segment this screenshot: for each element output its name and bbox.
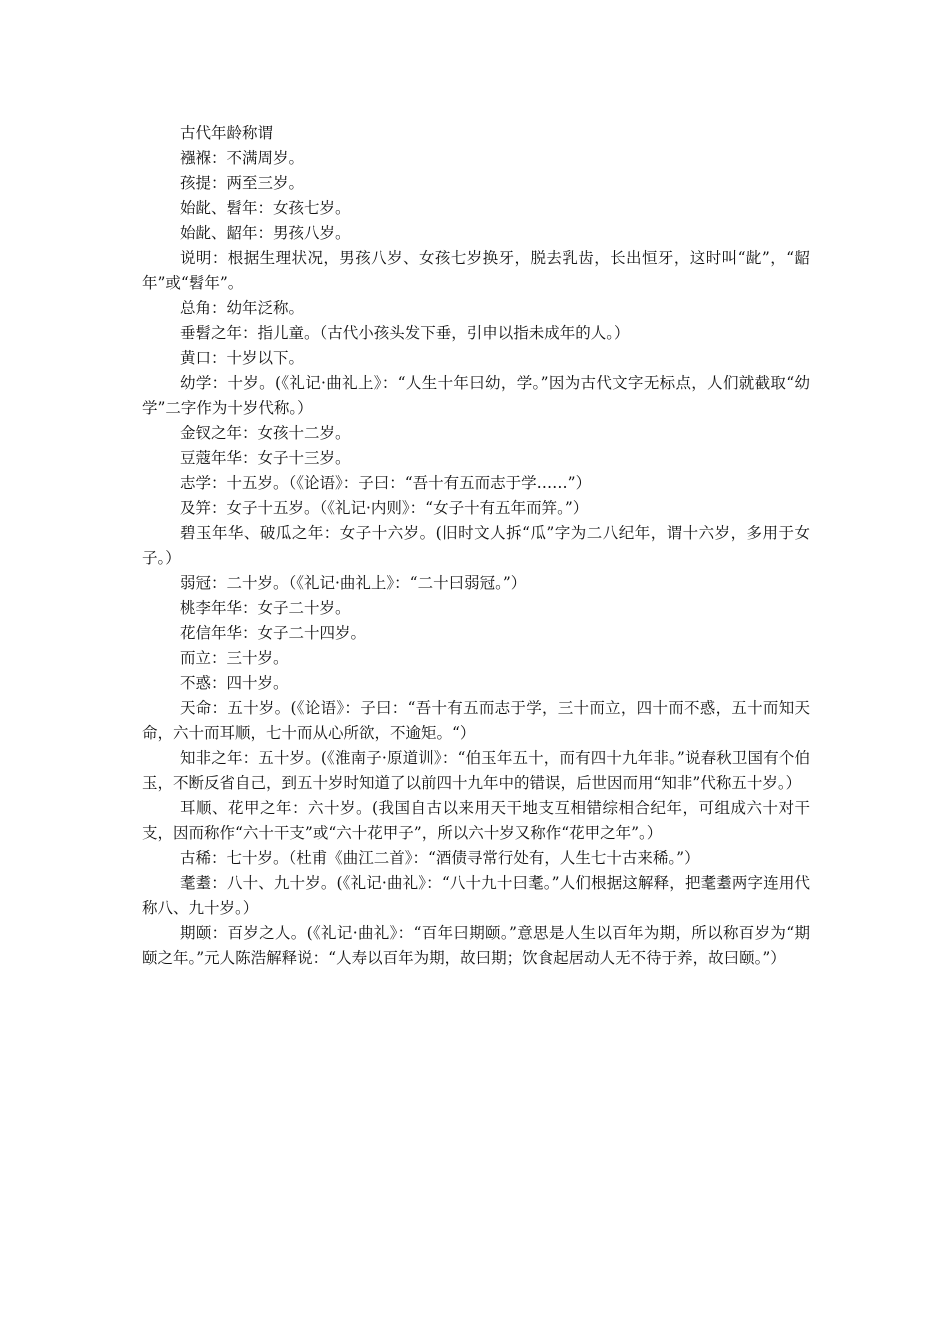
paragraph: 古稀：七十岁。（杜甫《曲江二首》：“酒债寻常行处有，人生七十古来稀。”） (180, 849, 700, 867)
paragraph: 襁褓：不满周岁。 (180, 149, 305, 167)
paragraph: 说明：根据生理状况，男孩八岁、女孩七岁换牙，脱去乳齿，长出恒牙，这时叫“龀”，“龆年”或“髫年”。 (142, 249, 810, 292)
paragraph: 弱冠：二十岁。（《礼记·曲礼上》：“二十曰弱冠。”） (180, 574, 527, 592)
paragraph: 知非之年：五十岁。(《淮南子·原道训》：“伯玉年五十，而有四十九年非。”说春秋卫国有个伯玉，不断反省自己，到五十岁时知道了以前四十九年中的错误，后世因而用“知非”代称五十岁。） (142, 749, 810, 792)
paragraph: 天命：五十岁。(《论语》：子曰：“吾十有五而志于学，三十而立，四十而不惑，五十而知天命，六十而耳顺，七十而从心所欲，不逾矩。“） (142, 699, 810, 742)
paragraph: 豆蔻年华：女子十三岁。 (180, 449, 351, 467)
paragraph: 金钗之年：女孩十二岁。 (180, 424, 351, 442)
paragraph: 花信年华：女子二十四岁。 (180, 624, 367, 642)
paragraph: 幼学：十岁。(《礼记·曲礼上》：“人生十年曰幼，学。”因为古代文字无标点，人们就截取“幼学”二字作为十岁代称。） (142, 374, 810, 417)
paragraph: 而立：三十岁。 (180, 649, 289, 667)
paragraph: 垂髫之年：指儿童。（古代小孩头发下垂，引申以指未成年的人。） (180, 324, 630, 342)
document-body (142, 121, 810, 971)
paragraph: 碧玉年华、破瓜之年：女子十六岁。(旧时文人拆“瓜”字为二八纪年，谓十六岁，多用于女子。） (142, 524, 810, 567)
paragraph: 黄口：十岁以下。 (180, 349, 305, 367)
paragraph: 总角：幼年泛称。 (180, 299, 305, 317)
document-title: 古代年龄称谓 (180, 124, 274, 142)
paragraph: 孩提：两至三岁。 (180, 174, 305, 192)
paragraph: 耳顺、花甲之年：六十岁。(我国自古以来用天干地支互相错综相合纪年，可组成六十对干支，因而称作“六十干支”或“六十花甲子”，所以六十岁又称作“花甲之年”。） (142, 799, 810, 842)
paragraph: 始龀、龆年：男孩八岁。 (180, 224, 351, 242)
paragraph: 耄耋：八十、九十岁。(《礼记·曲礼》：“八十九十曰耄。”人们根据这解释，把耄耋两字连用代称八、九十岁。） (142, 874, 810, 917)
paragraph: 期颐：百岁之人。(《礼记·曲礼》：“百年曰期颐。”意思是人生以百年为期，所以称百岁为“期颐之年。”元人陈浩解释说：“人寿以百年为期，故曰期；饮食起居动人无不待于养，故曰颐。”） (142, 924, 810, 967)
paragraph: 始龀、髫年：女孩七岁。 (180, 199, 351, 217)
paragraph: 及笄：女子十五岁。（《礼记·内则》：“女子十有五年而笄。”） (180, 499, 589, 517)
paragraph: 志学：十五岁。（《论语》：子曰：“吾十有五而志于学……”） (180, 474, 592, 492)
paragraph: 桃李年华：女子二十岁。 (180, 599, 351, 617)
paragraph: 不惑：四十岁。 (180, 674, 289, 692)
